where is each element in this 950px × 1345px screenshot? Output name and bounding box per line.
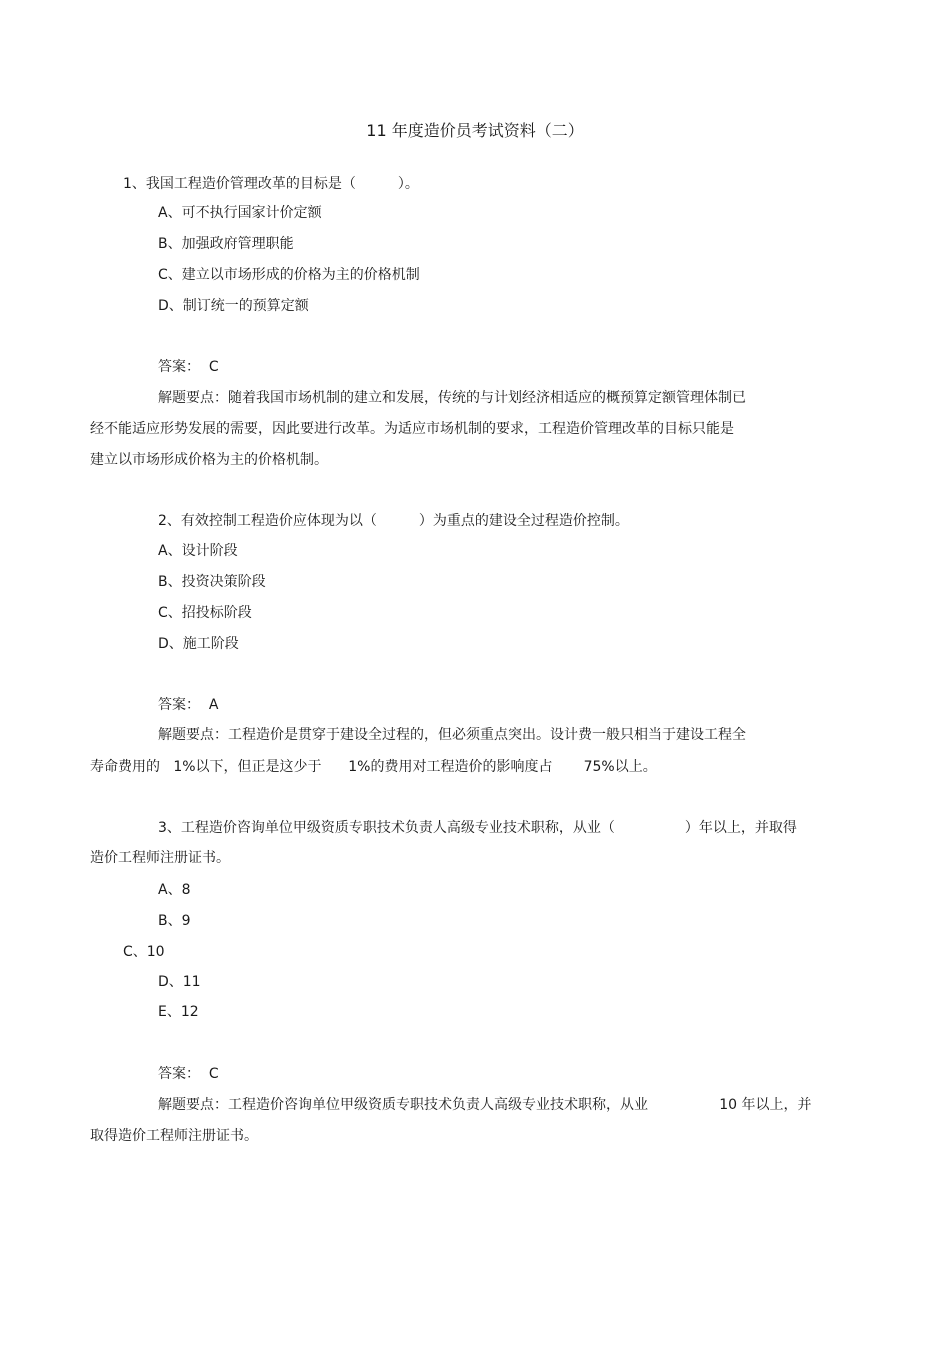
- document-title: 11 年度造价员考试资料（二）: [366, 121, 584, 140]
- q1-explanation-line: 建立以市场形成价格为主的价格机制。: [90, 452, 328, 468]
- q3-explanation-line: 解题要点：工程造价咨询单位甲级资质专职技术负责人高级专业技术职称，从业 10 年以上，并: [158, 1097, 812, 1113]
- q1-option-a: A、可不执行国家计价定额: [158, 205, 322, 221]
- q2-option-d: D、施工阶段: [158, 636, 239, 652]
- q1-option-d: D、制订统一的预算定额: [158, 298, 309, 314]
- q1-option-b: B、加强政府管理职能: [158, 236, 294, 252]
- q2-explanation-line: 解题要点：工程造价是贯穿于建设全过程的，但必须重点突出。设计费一般只相当于建设工程全: [158, 727, 746, 743]
- question-3-continued: 造价工程师注册证书。: [90, 850, 230, 866]
- q2-option-c: C、招投标阶段: [158, 605, 252, 621]
- q2-option-a: A、设计阶段: [158, 543, 238, 559]
- q2-explanation-line: 寿命费用的 1%以下，但正是这少于 1%的费用对工程造价的影响度占 75%以上。: [90, 759, 657, 775]
- q3-option-c: C、10: [123, 944, 165, 960]
- q1-answer: 答案： C: [158, 359, 219, 375]
- q2-option-b: B、投资决策阶段: [158, 574, 266, 590]
- q1-option-c: C、建立以市场形成的价格为主的价格机制: [158, 267, 420, 283]
- q3-option-a: A、8: [158, 882, 191, 898]
- q3-option-d: D、11: [158, 974, 201, 990]
- q1-explanation-line: 经不能适应形势发展的需要，因此要进行改革。为适应市场机制的要求，工程造价管理改革的目标只能是: [90, 421, 734, 437]
- q1-explanation-line: 解题要点：随着我国市场机制的建立和发展，传统的与计划经济相适应的概预算定额管理体制已: [158, 390, 746, 406]
- q3-option-e: E、12: [158, 1004, 199, 1020]
- question-1: 1、我国工程造价管理改革的目标是（ ）。: [123, 176, 419, 192]
- question-2: 2、有效控制工程造价应体现为以（ ）为重点的建设全过程造价控制。: [158, 513, 629, 529]
- q3-option-b: B、9: [158, 913, 191, 929]
- q3-answer: 答案： C: [158, 1066, 219, 1082]
- question-3: 3、工程造价咨询单位甲级资质专职技术负责人高级专业技术职称，从业（ ）年以上，并取得: [158, 820, 797, 836]
- q2-answer: 答案： A: [158, 697, 219, 713]
- q3-explanation-line: 取得造价工程师注册证书。: [90, 1128, 258, 1144]
